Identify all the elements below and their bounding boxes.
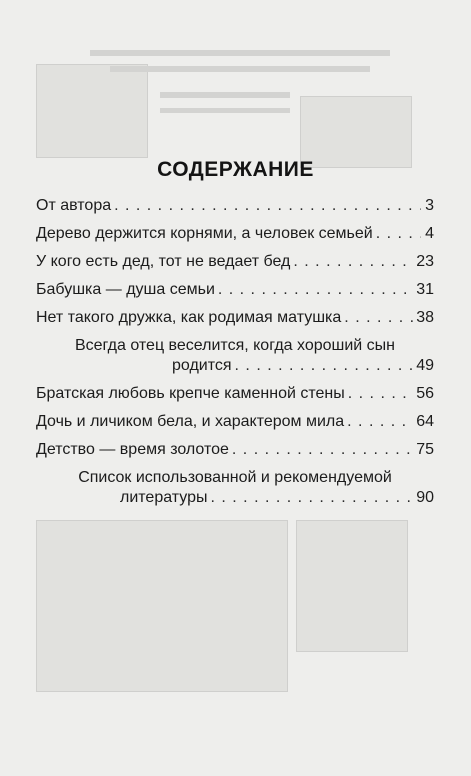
- dot-leader: [347, 412, 413, 432]
- ghost-text-line: [90, 50, 390, 56]
- toc-entry-page: 90: [416, 489, 434, 506]
- dot-leader: [114, 196, 421, 216]
- toc-entry-page: 38: [416, 309, 434, 326]
- toc-entry-title-line2: литературы: [120, 489, 208, 506]
- ghost-text-line: [110, 66, 370, 72]
- toc-entry-title: Нет такого дружка, как родимая матушка: [36, 309, 342, 326]
- toc-entry-page: 56: [416, 385, 434, 402]
- ghost-text-block: [36, 520, 288, 692]
- toc-entry-title-line1: Список использованной и рекомендуемой: [78, 469, 392, 486]
- toc-entry-page: 49: [416, 357, 434, 374]
- toc-entry: [36, 196, 434, 216]
- toc-entry: [36, 224, 434, 244]
- dot-leader: [218, 280, 413, 300]
- toc-entry: [36, 412, 434, 432]
- toc-entry-title: Детство — время золотое: [36, 441, 229, 458]
- toc-entry-page: 23: [416, 253, 434, 270]
- toc-entry-title-line1: Всегда отец веселится, когда хороший сын: [74, 337, 395, 354]
- dot-leader: [348, 384, 413, 404]
- dot-leader: [293, 252, 413, 272]
- toc-entry-page: 4: [425, 225, 434, 242]
- toc-entry: [36, 468, 434, 508]
- ghost-book-cover: [36, 64, 148, 158]
- toc-entry: [36, 440, 434, 460]
- toc-entry: [36, 252, 434, 272]
- toc-entry: [36, 308, 434, 328]
- toc-entry: [36, 336, 434, 376]
- dot-leader: [344, 308, 413, 328]
- toc-entry: [36, 280, 434, 300]
- dot-leader: [232, 440, 413, 460]
- ghost-text-line: [160, 92, 290, 98]
- table-of-contents: [36, 196, 434, 516]
- toc-entry-page: 31: [416, 281, 434, 298]
- ghost-text-line: [160, 108, 290, 113]
- ghost-book-cover: [296, 520, 408, 652]
- dot-leader: [235, 356, 414, 376]
- toc-entry-title-line2: родится: [172, 357, 232, 374]
- toc-entry-page: 3: [425, 197, 434, 214]
- toc-entry-title: У кого есть дед, тот не ведает бед: [36, 253, 291, 270]
- toc-entry-title: От автора: [36, 197, 112, 214]
- toc-entry: [36, 384, 434, 404]
- dot-leader: [211, 488, 414, 508]
- toc-entry-title: Братская любовь крепче каменной стены: [36, 385, 345, 402]
- toc-entry-page: 64: [416, 413, 434, 430]
- toc-entry-title: Дерево держится корнями, а человек семьей: [36, 225, 373, 242]
- toc-entry-title: Дочь и личиком бела, и характером мила: [36, 413, 345, 430]
- dot-leader: [376, 224, 421, 244]
- page-title: СОДЕРЖАНИЕ: [157, 158, 314, 181]
- toc-entry-page: 75: [416, 441, 434, 458]
- toc-entry-title: Бабушка — душа семьи: [36, 281, 215, 298]
